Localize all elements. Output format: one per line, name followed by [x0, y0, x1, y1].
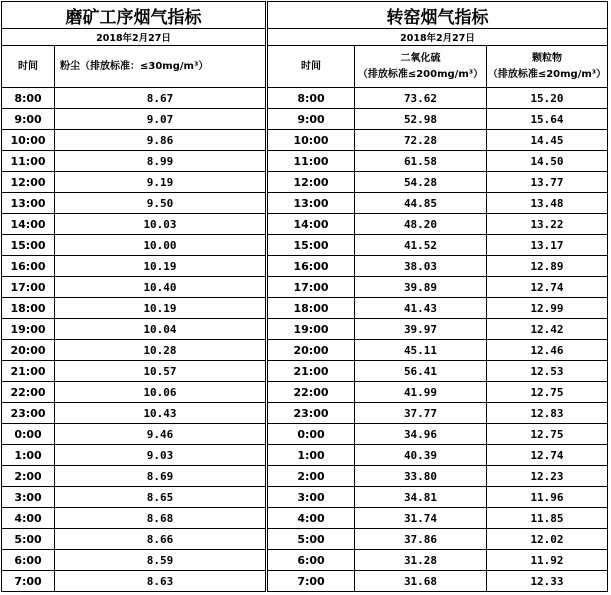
so2-value-cell: 61.58: [355, 151, 487, 172]
table-row: [268, 151, 608, 172]
table-row: [268, 319, 608, 340]
dust-value-cell: 10.28: [55, 340, 266, 361]
particulate-value-cell: 13.17: [487, 235, 608, 256]
particulate-value-cell: 13.77: [487, 172, 608, 193]
kiln-col-particulate-standard: （排放标准≤20mg/m³）: [487, 68, 607, 80]
table-row: [268, 550, 608, 571]
time-cell: 8:00: [2, 88, 55, 109]
time-cell: 2:00: [2, 466, 55, 487]
time-cell: 1:00: [268, 445, 355, 466]
so2-value-cell: 48.20: [355, 214, 487, 235]
table-row: [2, 487, 266, 508]
table-row: [2, 151, 266, 172]
time-cell: 6:00: [268, 550, 355, 571]
table-row: [2, 235, 266, 256]
so2-value-cell: 41.52: [355, 235, 487, 256]
so2-value-cell: 40.39: [355, 445, 487, 466]
so2-value-cell: 56.41: [355, 361, 487, 382]
time-cell: 11:00: [2, 151, 55, 172]
particulate-value-cell: 12.75: [487, 424, 608, 445]
table-row: [268, 487, 608, 508]
dust-value-cell: 9.50: [55, 193, 266, 214]
particulate-value-cell: 12.99: [487, 298, 608, 319]
table-row: [268, 172, 608, 193]
table-row: [2, 403, 266, 424]
so2-value-cell: 52.98: [355, 109, 487, 130]
time-cell: 5:00: [268, 529, 355, 550]
particulate-value-cell: 13.22: [487, 214, 608, 235]
table-row: [268, 529, 608, 550]
table-row: [2, 508, 266, 529]
time-cell: 1:00: [2, 445, 55, 466]
time-cell: 16:00: [2, 256, 55, 277]
time-cell: 22:00: [268, 382, 355, 403]
time-cell: 20:00: [268, 340, 355, 361]
particulate-value-cell: 12.53: [487, 361, 608, 382]
time-cell: 23:00: [2, 403, 55, 424]
grinding-col-dust: 粉尘（排放标准：≤30mg/m³）: [55, 46, 266, 88]
table-row: [268, 424, 608, 445]
time-cell: 19:00: [2, 319, 55, 340]
table-row: [2, 361, 266, 382]
table-row: [2, 319, 266, 340]
table-row: [2, 172, 266, 193]
so2-value-cell: 37.77: [355, 403, 487, 424]
particulate-value-cell: 11.92: [487, 550, 608, 571]
particulate-value-cell: 12.74: [487, 445, 608, 466]
table-row: [268, 256, 608, 277]
time-cell: 22:00: [2, 382, 55, 403]
time-cell: 0:00: [268, 424, 355, 445]
time-cell: 7:00: [2, 571, 55, 592]
kiln-col-particulate: [487, 46, 608, 88]
time-cell: 5:00: [2, 529, 55, 550]
grinding-table-date: 2018年2月27日: [2, 29, 266, 46]
dust-value-cell: 10.00: [55, 235, 266, 256]
time-cell: 18:00: [268, 298, 355, 319]
time-cell: 17:00: [2, 277, 55, 298]
dust-value-cell: 10.57: [55, 361, 266, 382]
dust-value-cell: 8.68: [55, 508, 266, 529]
so2-value-cell: 31.28: [355, 550, 487, 571]
time-cell: 3:00: [2, 487, 55, 508]
dust-value-cell: 10.06: [55, 382, 266, 403]
table-row: [268, 193, 608, 214]
dust-value-cell: 10.43: [55, 403, 266, 424]
so2-value-cell: 37.86: [355, 529, 487, 550]
dust-value-cell: 9.03: [55, 445, 266, 466]
table-row: [268, 277, 608, 298]
kiln-table-title: 转窑烟气指标: [268, 2, 608, 29]
time-cell: 11:00: [268, 151, 355, 172]
kiln-col-time: 时间: [268, 46, 355, 88]
time-cell: 4:00: [268, 508, 355, 529]
kiln-emissions-table: [267, 1, 608, 592]
particulate-value-cell: 15.64: [487, 109, 608, 130]
time-cell: 0:00: [2, 424, 55, 445]
kiln-table-date: 2018年2月27日: [268, 29, 608, 46]
kiln-col-so2-name: 二氧化硫: [400, 52, 441, 64]
so2-value-cell: 39.89: [355, 277, 487, 298]
table-row: [268, 403, 608, 424]
dust-value-cell: 9.46: [55, 424, 266, 445]
time-cell: 23:00: [268, 403, 355, 424]
table-row: [268, 214, 608, 235]
dust-value-cell: 8.63: [55, 571, 266, 592]
dust-value-cell: 8.69: [55, 466, 266, 487]
table-row: [2, 424, 266, 445]
time-cell: 16:00: [268, 256, 355, 277]
table-row: [2, 445, 266, 466]
grinding-table-title: 磨矿工序烟气指标: [2, 2, 266, 29]
particulate-value-cell: 11.96: [487, 487, 608, 508]
table-row: [2, 550, 266, 571]
time-cell: 9:00: [2, 109, 55, 130]
time-cell: 7:00: [268, 571, 355, 592]
time-cell: 20:00: [2, 340, 55, 361]
particulate-value-cell: 12.02: [487, 529, 608, 550]
particulate-value-cell: 11.85: [487, 508, 608, 529]
particulate-value-cell: 12.46: [487, 340, 608, 361]
so2-value-cell: 44.85: [355, 193, 487, 214]
grinding-emissions-table: [1, 1, 266, 592]
table-row: [2, 193, 266, 214]
so2-value-cell: 34.96: [355, 424, 487, 445]
time-cell: 10:00: [2, 130, 55, 151]
table-row: [268, 235, 608, 256]
so2-value-cell: 45.11: [355, 340, 487, 361]
time-cell: 14:00: [268, 214, 355, 235]
dust-value-cell: 9.86: [55, 130, 266, 151]
time-cell: 19:00: [268, 319, 355, 340]
time-cell: 14:00: [2, 214, 55, 235]
particulate-value-cell: 12.74: [487, 277, 608, 298]
table-row: [268, 361, 608, 382]
table-row: [268, 88, 608, 109]
particulate-value-cell: 14.50: [487, 151, 608, 172]
table-row: [2, 340, 266, 361]
table-row: [268, 445, 608, 466]
so2-value-cell: 72.28: [355, 130, 487, 151]
table-row: [2, 88, 266, 109]
table-row: [2, 277, 266, 298]
time-cell: 2:00: [268, 466, 355, 487]
table-row: [2, 256, 266, 277]
time-cell: 15:00: [268, 235, 355, 256]
so2-value-cell: 34.81: [355, 487, 487, 508]
particulate-value-cell: 12.75: [487, 382, 608, 403]
table-row: [268, 382, 608, 403]
kiln-col-particulate-name: 颗粒物: [532, 52, 562, 64]
time-cell: 4:00: [2, 508, 55, 529]
table-row: [2, 571, 266, 592]
so2-value-cell: 33.80: [355, 466, 487, 487]
dust-value-cell: 8.67: [55, 88, 266, 109]
time-cell: 21:00: [2, 361, 55, 382]
so2-value-cell: 41.43: [355, 298, 487, 319]
table-row: [268, 130, 608, 151]
table-row: [268, 466, 608, 487]
dust-value-cell: 10.03: [55, 214, 266, 235]
so2-value-cell: 38.03: [355, 256, 487, 277]
dust-value-cell: 8.66: [55, 529, 266, 550]
time-cell: 9:00: [268, 109, 355, 130]
table-row: [2, 214, 266, 235]
time-cell: 12:00: [268, 172, 355, 193]
dust-value-cell: 9.19: [55, 172, 266, 193]
kiln-col-so2: [355, 46, 487, 88]
time-cell: 21:00: [268, 361, 355, 382]
so2-value-cell: 39.97: [355, 319, 487, 340]
table-row: [268, 508, 608, 529]
particulate-value-cell: 12.33: [487, 571, 608, 592]
table-row: [268, 571, 608, 592]
dust-value-cell: 10.19: [55, 256, 266, 277]
dust-value-cell: 9.07: [55, 109, 266, 130]
particulate-value-cell: 13.48: [487, 193, 608, 214]
table-row: [268, 340, 608, 361]
table-row: [2, 382, 266, 403]
so2-value-cell: 31.68: [355, 571, 487, 592]
so2-value-cell: 31.74: [355, 508, 487, 529]
particulate-value-cell: 12.23: [487, 466, 608, 487]
particulate-value-cell: 12.42: [487, 319, 608, 340]
table-row: [268, 109, 608, 130]
time-cell: 10:00: [268, 130, 355, 151]
particulate-value-cell: 12.89: [487, 256, 608, 277]
so2-value-cell: 54.28: [355, 172, 487, 193]
dust-value-cell: 8.65: [55, 487, 266, 508]
time-cell: 18:00: [2, 298, 55, 319]
so2-value-cell: 41.99: [355, 382, 487, 403]
dust-value-cell: 8.59: [55, 550, 266, 571]
table-row: [2, 466, 266, 487]
grinding-col-time: 时间: [2, 46, 55, 88]
particulate-value-cell: 12.83: [487, 403, 608, 424]
time-cell: 8:00: [268, 88, 355, 109]
dust-value-cell: 10.19: [55, 298, 266, 319]
time-cell: 6:00: [2, 550, 55, 571]
particulate-value-cell: 15.20: [487, 88, 608, 109]
time-cell: 15:00: [2, 235, 55, 256]
time-cell: 13:00: [2, 193, 55, 214]
dust-value-cell: 10.04: [55, 319, 266, 340]
time-cell: 12:00: [2, 172, 55, 193]
table-row: [2, 529, 266, 550]
table-row: [268, 298, 608, 319]
dust-value-cell: 10.40: [55, 277, 266, 298]
time-cell: 17:00: [268, 277, 355, 298]
dust-value-cell: 8.99: [55, 151, 266, 172]
table-row: [2, 130, 266, 151]
table-row: [2, 298, 266, 319]
time-cell: 3:00: [268, 487, 355, 508]
table-row: [2, 109, 266, 130]
kiln-col-so2-standard: （排放标准≤200mg/m³）: [357, 68, 484, 80]
time-cell: 13:00: [268, 193, 355, 214]
so2-value-cell: 73.62: [355, 88, 487, 109]
particulate-value-cell: 14.45: [487, 130, 608, 151]
